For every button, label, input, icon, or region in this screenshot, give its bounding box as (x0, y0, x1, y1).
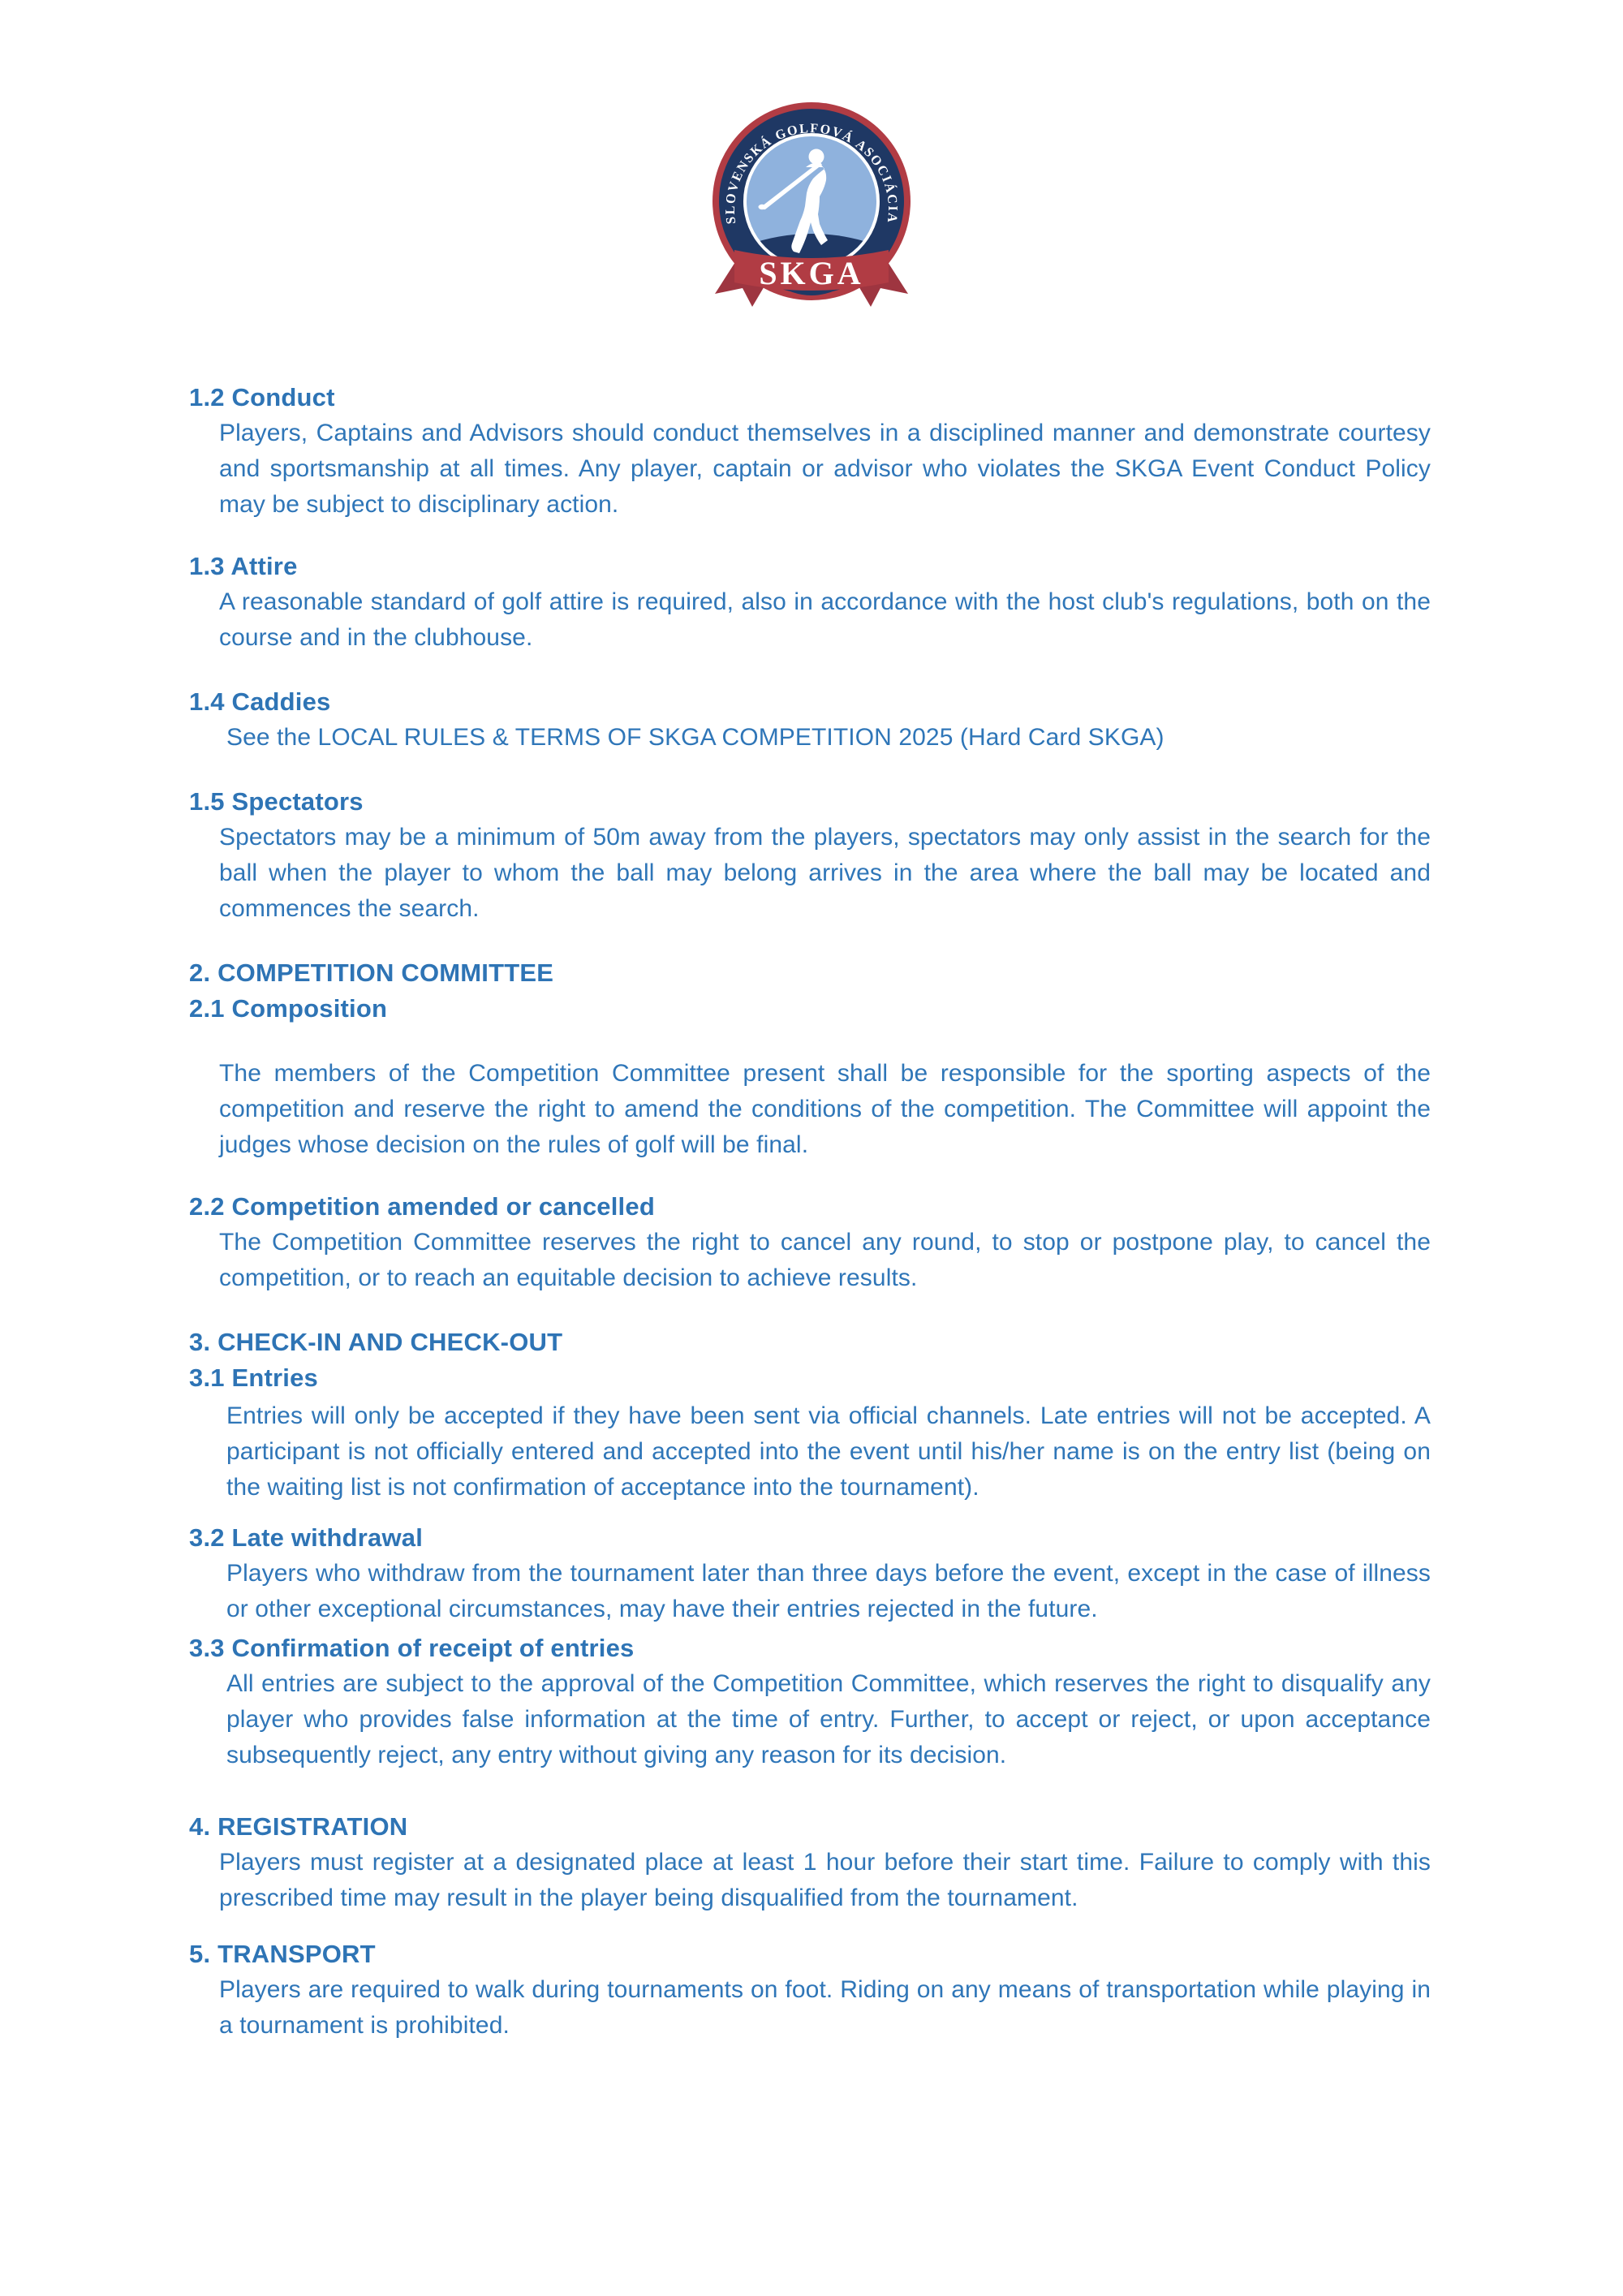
section-title: 1.5 Spectators (189, 787, 364, 816)
section-3-check-in-out (189, 1325, 1431, 1506)
section-4-registration (189, 1809, 1431, 1916)
section-1-4-caddies (189, 684, 1431, 756)
section-1-2-conduct (189, 380, 1431, 523)
section-body: Players, Captains and Advisors should conduct themselves in a disciplined manner and demonstrate courtesy and sportsmanship at all times. Any player, captain or advisor who violates the SKGA Event Conduct Policy may be subject to disciplinary action. (219, 420, 1431, 518)
section-body: Players are required to walk during tournaments on foot. Riding on any means of transportation while playing in a tournament is prohibited. (219, 1976, 1431, 2039)
section-3-3-confirmation (189, 1630, 1431, 1773)
section-subtitle: 3.1 Entries (189, 1363, 319, 1392)
section-3-2-late-withdrawal (189, 1520, 1431, 1627)
section-title: 2.2 Competition amended or cancelled (189, 1192, 655, 1221)
section-body: The members of the Competition Committee present shall be responsible for the sporting aspects of the competition and reserve the right to amend the conditions of the competition. The Committee will appoint the judges whose decision on the rules of golf will be final. (219, 1060, 1431, 1158)
section-body: The Competition Committee reserves the right to cancel any round, to stop or postpone play, to cancel the competition, or to reach an equitable decision to achieve results. (219, 1229, 1431, 1291)
section-title: 4. REGISTRATION (189, 1812, 408, 1841)
section-title: 2. COMPETITION COMMITTEE (189, 958, 554, 987)
section-title: 3. CHECK-IN AND CHECK-OUT (189, 1328, 563, 1356)
section-title: 1.2 Conduct (189, 383, 335, 411)
section-body: Players must register at a designated place at least 1 hour before their start time. Failure to comply with this prescribed time may result in the player being disqualified from the tournament. (219, 1849, 1431, 1911)
section-title: 1.3 Attire (189, 552, 298, 580)
logo-area (0, 0, 1623, 312)
section-body: A reasonable standard of golf attire is required, also in accordance with the host club's regulations, both on the course and in the clubhouse. (219, 588, 1431, 651)
document-body (189, 380, 1431, 2044)
section-body: See the LOCAL RULES & TERMS OF SKGA COMPETITION 2025 (Hard Card SKGA) (226, 724, 1165, 751)
section-title: 3.3 Confirmation of receipt of entries (189, 1634, 635, 1662)
skga-logo (710, 99, 913, 312)
section-2-competition-committee (189, 955, 1431, 1163)
logo-ring-text: SLOVENSKÁ GOLFOVÁ ASOCIÁCIA (721, 120, 902, 226)
section-body: Spectators may be a minimum of 50m away from the players, spectators may only assist in the search for the ball when the player to whom the ball may belong arrives in the area where the ball may be located and commences the search. (219, 824, 1431, 922)
section-2-2-amended-cancelled (189, 1189, 1431, 1296)
section-title: 3.2 Late withdrawal (189, 1523, 424, 1552)
section-body: Players who withdraw from the tournament later than three days before the event, except in the case of illness or other exceptional circumstances, may have their entries rejected in the future. (226, 1560, 1431, 1622)
section-1-5-spectators (189, 784, 1431, 927)
section-title: 1.4 Caddies (189, 687, 331, 716)
section-title: 5. TRANSPORT (189, 1940, 376, 1968)
section-body: All entries are subject to the approval of the Competition Committee, which reserves the right to disqualify any player who provides false information at the time of entry. Further, to accept or reject, or upon acceptance subsequently reject, any entry without giving any reason for its decision. (226, 1670, 1431, 1768)
logo-banner-text: SKGA (759, 255, 864, 291)
section-1-3-attire (189, 549, 1431, 656)
section-body: Entries will only be accepted if they have been sent via official channels. Late entries will not be accepted. A participant is not officially entered and accepted into the event until his/her name is on the entry list (being on the waiting list is not confirmation of acceptance into the tournament). (226, 1402, 1431, 1501)
section-5-transport (189, 1936, 1431, 2044)
section-subtitle: 2.1 Composition (189, 994, 388, 1023)
